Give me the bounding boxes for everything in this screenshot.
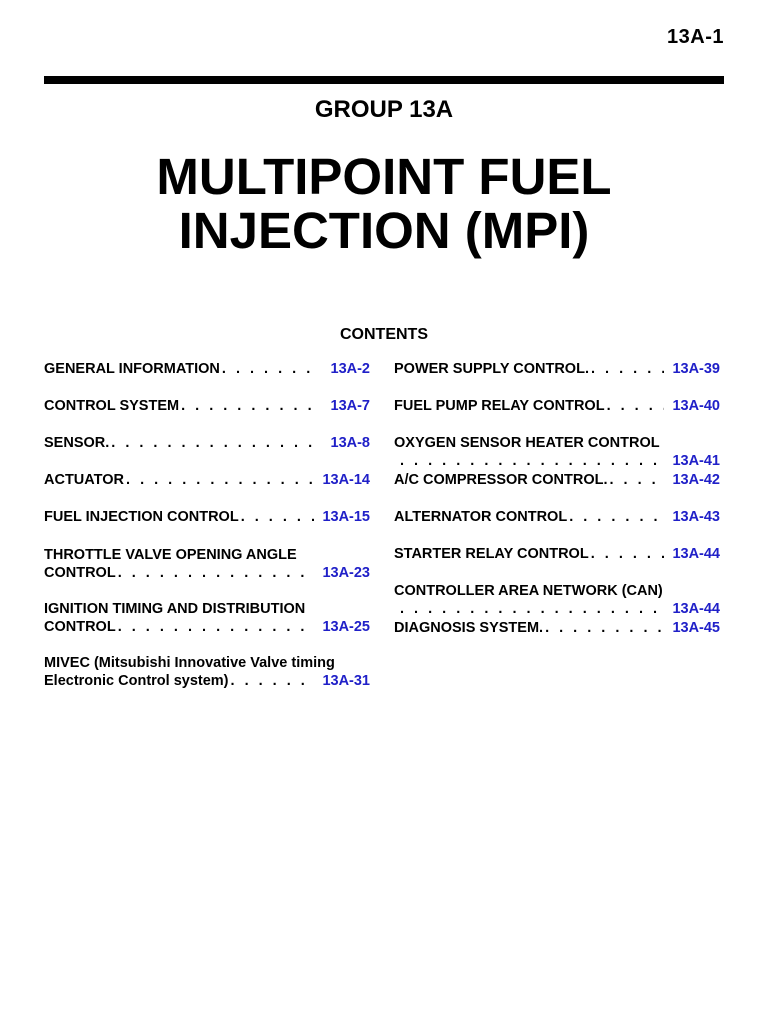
- toc-entry-page: 13A-39: [672, 361, 720, 377]
- toc-right-column: [394, 360, 720, 636]
- toc-entry-title: FUEL INJECTION CONTROL: [44, 509, 239, 525]
- toc-entry-sensor[interactable]: [44, 434, 370, 452]
- toc-entry-title: Electronic Control system): [44, 673, 229, 689]
- contents-heading: CONTENTS: [340, 326, 428, 343]
- toc-entry-title: FUEL PUMP RELAY CONTROL: [394, 398, 605, 414]
- toc-entry-actuator[interactable]: [44, 471, 370, 489]
- toc-entry-title-line1: THROTTLE VALVE OPENING ANGLE: [44, 547, 297, 563]
- toc-entry-title: STARTER RELAY CONTROL: [394, 546, 589, 562]
- toc-entry-control-system[interactable]: [44, 397, 370, 415]
- toc-entry-title: SENSOR.: [44, 435, 110, 451]
- toc-entry-page: 13A-15: [322, 509, 370, 525]
- toc-leader: [126, 471, 314, 489]
- toc-leader: [591, 360, 664, 378]
- toc-entry-page: 13A-8: [330, 435, 370, 451]
- group-title: GROUP 13A: [314, 96, 454, 123]
- toc-entry-page: 13A-45: [672, 620, 720, 636]
- toc-entry-page: 13A-7: [330, 398, 370, 414]
- toc-entry-title: ACTUATOR: [44, 472, 125, 488]
- toc-entry-title: A/C COMPRESSOR CONTROL.: [394, 472, 608, 488]
- toc-leader: [569, 508, 664, 526]
- toc-leader: [400, 600, 664, 618]
- toc-entry-ignition-timing-control[interactable]: [44, 600, 370, 636]
- toc-entry-title: POWER SUPPLY CONTROL.: [394, 361, 589, 377]
- toc-left-column: [44, 360, 370, 689]
- toc-entry-title-line1: MIVEC (Mitsubishi Innovative Valve timing: [44, 655, 335, 671]
- toc-leader: [231, 672, 314, 690]
- toc-entry-diagnosis-system[interactable]: [394, 619, 720, 637]
- toc-entry-page: 13A-31: [322, 673, 370, 689]
- toc-entry-fuel-pump-relay-control[interactable]: [394, 397, 720, 415]
- toc-entry-mivec[interactable]: [44, 654, 370, 690]
- toc-leader: [118, 618, 314, 636]
- toc-entry-starter-relay-control[interactable]: [394, 545, 720, 563]
- toc-entry-title: GENERAL INFORMATION: [44, 361, 220, 377]
- toc-entry-title-line1: IGNITION TIMING AND DISTRIBUTION: [44, 601, 306, 617]
- toc-entry-page: 13A-44: [672, 601, 720, 617]
- toc-entry-page: 13A-42: [672, 472, 720, 488]
- toc-entry-page: 13A-23: [322, 565, 370, 581]
- toc-entry-page: 13A-40: [672, 398, 720, 414]
- toc-entry-fuel-injection-control[interactable]: [44, 508, 370, 526]
- toc-entry-ac-compressor-control[interactable]: [394, 471, 720, 489]
- toc-leader: [222, 360, 314, 378]
- toc-entry-oxygen-sensor-heater-control[interactable]: [394, 434, 720, 470]
- toc-leader: [181, 397, 314, 415]
- toc-entry-power-supply-control[interactable]: [394, 360, 720, 378]
- toc-leader: [609, 471, 664, 489]
- toc-leader: [241, 508, 314, 526]
- toc-leader: [607, 397, 664, 415]
- toc-entry-page: 13A-14: [322, 472, 370, 488]
- toc-leader: [118, 564, 314, 582]
- toc-entry-page: 13A-2: [330, 361, 370, 377]
- toc-leader: [400, 452, 664, 470]
- toc-leader: [591, 545, 664, 563]
- toc-entry-page: 13A-44: [672, 546, 720, 562]
- toc-entry-general-information[interactable]: [44, 360, 370, 378]
- main-title-line-2: INJECTION (MPI): [178, 202, 590, 259]
- toc-entry-title-line1: CONTROLLER AREA NETWORK (CAN): [394, 583, 663, 599]
- toc-entry-alternator-control[interactable]: [394, 508, 720, 526]
- toc-entry-throttle-valve-control[interactable]: [44, 546, 370, 582]
- header-rule: [44, 76, 724, 84]
- toc-entry-page: 13A-25: [322, 619, 370, 635]
- toc-entry-page: 13A-41: [672, 453, 720, 469]
- toc-entry-title: DIAGNOSIS SYSTEM.: [394, 620, 544, 636]
- toc-leader: [545, 619, 664, 637]
- toc-leader: [111, 434, 314, 452]
- toc-entry-title: CONTROL: [44, 565, 116, 581]
- page-number: 13A-1: [667, 26, 724, 48]
- toc-entry-title: ALTERNATOR CONTROL: [394, 509, 568, 525]
- main-title-line-1: MULTIPOINT FUEL: [156, 148, 612, 205]
- toc-entry-page: 13A-43: [672, 509, 720, 525]
- toc-entry-title: CONTROL: [44, 619, 116, 635]
- toc-entry-title: CONTROL SYSTEM: [44, 398, 180, 414]
- main-title: [0, 150, 768, 258]
- toc-entry-can[interactable]: [394, 582, 720, 618]
- toc-entry-title-line1: OXYGEN SENSOR HEATER CONTROL: [394, 435, 660, 451]
